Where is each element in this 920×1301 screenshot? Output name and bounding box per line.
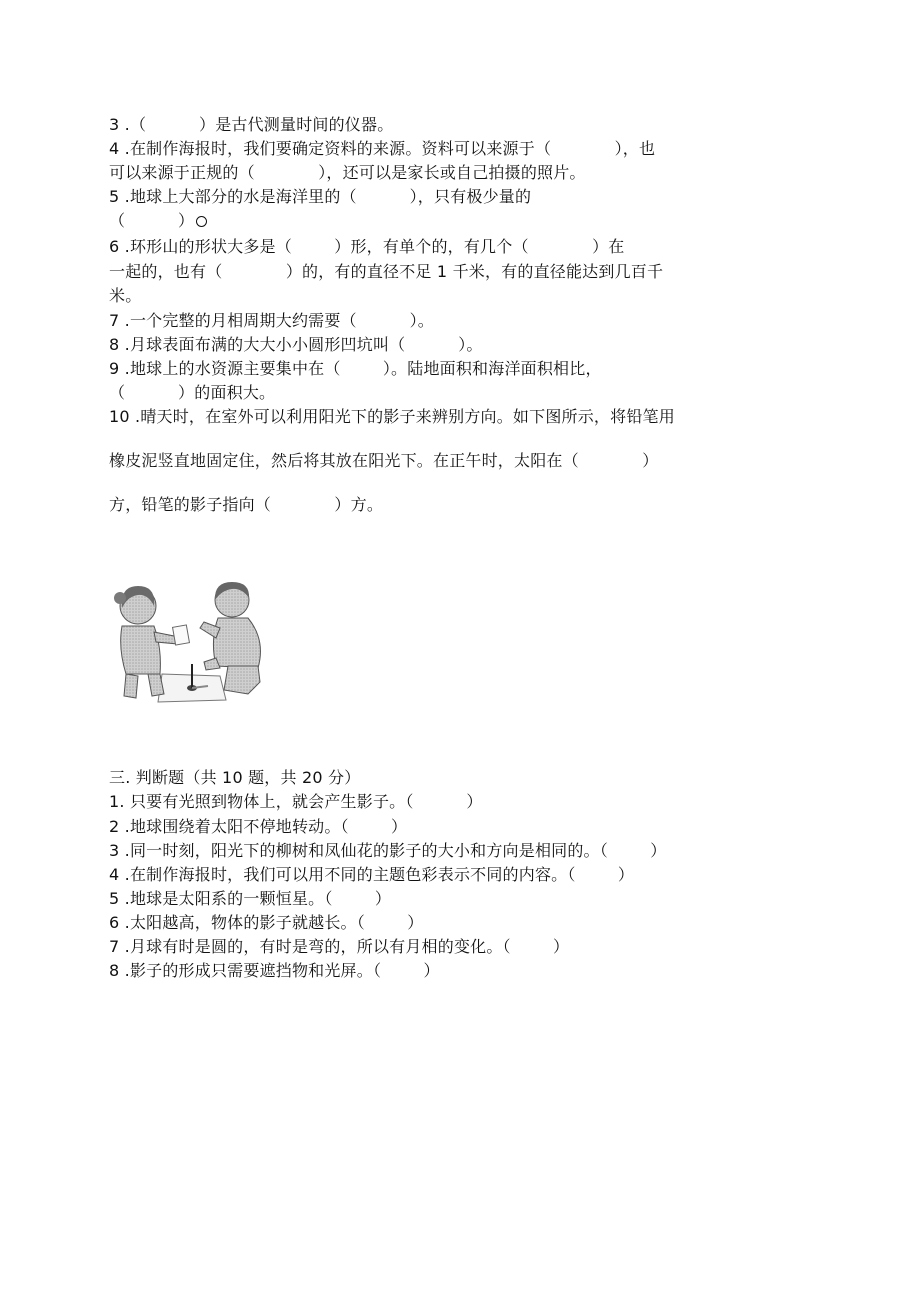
judgment-item-7: 7 .月球有时是圆的，有时是弯的，所以有月相的变化。（ ） — [109, 937, 570, 956]
question-6-line-2: 一起的，也有（ ）的，有的直径不足 1 千米，有的直径能达到几百千 — [109, 262, 664, 281]
question-6-line-1: 6 .环形山的形状大多是（ ）形，有单个的，有几个（ ）在 — [109, 237, 625, 256]
judgment-item-8: 8 .影子的形成只需要遮挡物和光屏。（ ） — [109, 961, 440, 980]
question-10-line-2: 橡皮泥竖直地固定住，然后将其放在阳光下。在正午时，太阳在（ ） — [109, 451, 659, 470]
question-5-line-2-text: （ ） — [109, 211, 195, 230]
judgment-item-4: 4 .在制作海报时，我们可以用不同的主题色彩表示不同的内容。（ ） — [109, 865, 635, 884]
judgment-item-3: 3 .同一时刻，阳光下的柳树和凤仙花的影子的大小和方向是相同的。（ ） — [109, 841, 667, 860]
question-9-line-1: 9 .地球上的水资源主要集中在（ ）。陆地面积和海洋面积相比， — [109, 359, 602, 378]
question-9-line-2: （ ）的面积大。 — [109, 383, 276, 402]
judgment-item-6: 6 .太阳越高，物体的影子就越长。（ ） — [109, 913, 424, 932]
children-shadow-experiment-illustration — [108, 578, 274, 710]
question-7: 7 .一个完整的月相周期大约需要（ ）。 — [109, 311, 435, 330]
question-8: 8 .月球表面布满的大大小小圆形凹坑叫（ ）。 — [109, 335, 483, 354]
question-4-line-2: 可以来源于正规的（ ），还可以是家长或自己拍摄的照片。 — [109, 163, 586, 182]
circle-mark-icon — [196, 216, 207, 227]
judgment-heading: 三. 判断题（共 10 题，共 20 分） — [109, 768, 361, 787]
question-5-line-1: 5 .地球上大部分的水是海洋里的（ ），只有极少量的 — [109, 187, 532, 206]
question-6-line-3: 米。 — [109, 286, 142, 305]
judgment-item-2: 2 .地球围绕着太阳不停地转动。（ ） — [109, 817, 408, 836]
question-4-line-1: 4 .在制作海报时，我们要确定资料的来源。资料可以来源于（ ），也 — [109, 139, 656, 158]
question-5-line-2 — [109, 210, 207, 232]
question-10-line-3: 方，铅笔的影子指向（ ）方。 — [109, 495, 384, 514]
question-10-line-1: 10 .晴天时，在室外可以利用阳光下的影子来辨别方向。如下图所示，将铅笔用 — [109, 407, 675, 426]
judgment-item-1: 1. 只要有光照到物体上，就会产生影子。（ ） — [109, 792, 483, 811]
question-3: 3 .（ ）是古代测量时间的仪器。 — [109, 115, 394, 134]
judgment-item-5: 5 .地球是太阳系的一颗恒星。（ ） — [109, 889, 392, 908]
